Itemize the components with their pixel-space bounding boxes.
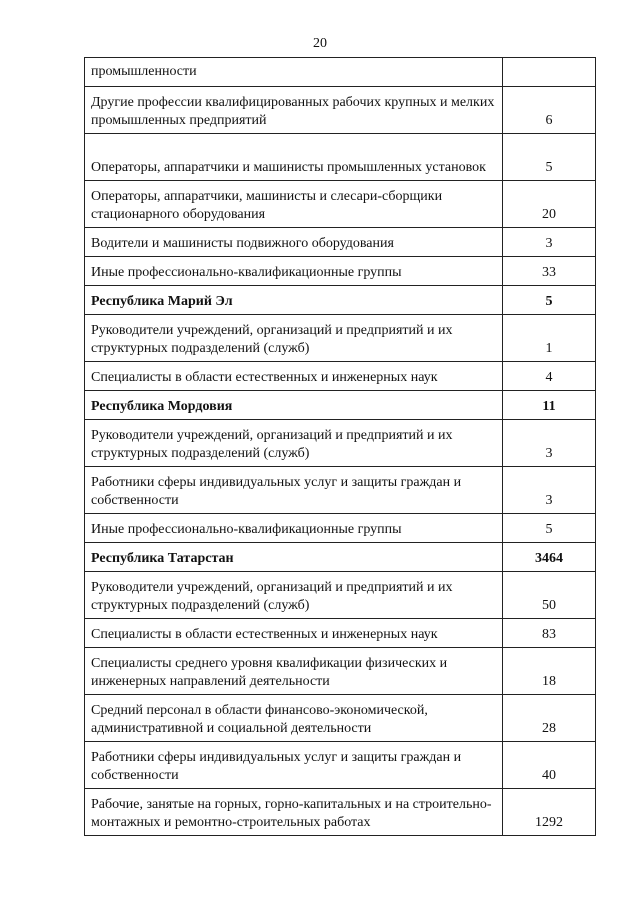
table-row xyxy=(85,742,596,789)
statistics-table xyxy=(84,57,596,836)
row-label: Иные профессионально-квалификационные группы xyxy=(85,257,503,286)
row-label: Специалисты в области естественных и инженерных наук xyxy=(85,362,503,391)
table-row xyxy=(85,572,596,619)
table-row xyxy=(85,228,596,257)
row-value: 3 xyxy=(503,420,596,467)
row-label: Операторы, аппаратчики и машинисты промышленных установок xyxy=(85,134,503,181)
row-label: Рабочие, занятые на горных, горно-капитальных и на строительно-монтажных и ремонтно-строительных работах xyxy=(85,789,503,836)
table-row xyxy=(85,648,596,695)
row-value xyxy=(503,58,596,87)
table-row xyxy=(85,362,596,391)
row-label: Операторы, аппаратчики, машинисты и слесари-сборщики стационарного оборудования xyxy=(85,181,503,228)
row-value: 18 xyxy=(503,648,596,695)
row-value: 1292 xyxy=(503,789,596,836)
row-label: Руководители учреждений, организаций и предприятий и их структурных подразделений (служб) xyxy=(85,315,503,362)
row-value: 50 xyxy=(503,572,596,619)
row-label: Руководители учреждений, организаций и предприятий и их структурных подразделений (служб) xyxy=(85,572,503,619)
row-label: промышленности xyxy=(85,58,503,87)
row-value: 3 xyxy=(503,467,596,514)
table-row xyxy=(85,87,596,134)
region-name: Республика Татарстан xyxy=(85,543,503,572)
region-row xyxy=(85,543,596,572)
table-row xyxy=(85,134,596,181)
region-total: 11 xyxy=(503,391,596,420)
row-value: 5 xyxy=(503,134,596,181)
row-value: 20 xyxy=(503,181,596,228)
row-label: Водители и машинисты подвижного оборудования xyxy=(85,228,503,257)
row-value: 5 xyxy=(503,514,596,543)
row-label: Работники сферы индивидуальных услуг и защиты граждан и собственности xyxy=(85,467,503,514)
row-label: Специалисты в области естественных и инженерных наук xyxy=(85,619,503,648)
row-value: 33 xyxy=(503,257,596,286)
row-label: Специалисты среднего уровня квалификации физических и инженерных направлений деятельности xyxy=(85,648,503,695)
row-value: 40 xyxy=(503,742,596,789)
row-label: Другие профессии квалифицированных рабочих крупных и мелких промышленных предприятий xyxy=(85,87,503,134)
region-name: Республика Марий Эл xyxy=(85,286,503,315)
row-label: Иные профессионально-квалификационные группы xyxy=(85,514,503,543)
table-row xyxy=(85,514,596,543)
row-label: Руководители учреждений, организаций и предприятий и их структурных подразделений (служб) xyxy=(85,420,503,467)
row-value: 4 xyxy=(503,362,596,391)
table-body xyxy=(85,58,596,836)
row-value: 1 xyxy=(503,315,596,362)
table-row xyxy=(85,181,596,228)
table-row xyxy=(85,467,596,514)
table-row xyxy=(85,695,596,742)
region-row xyxy=(85,391,596,420)
table-row xyxy=(85,789,596,836)
row-value: 28 xyxy=(503,695,596,742)
page-number: 20 xyxy=(313,36,327,51)
region-name: Республика Мордовия xyxy=(85,391,503,420)
region-total: 5 xyxy=(503,286,596,315)
table-row xyxy=(85,420,596,467)
table-row xyxy=(85,619,596,648)
row-value: 83 xyxy=(503,619,596,648)
region-total: 3464 xyxy=(503,543,596,572)
row-value: 6 xyxy=(503,87,596,134)
table-row xyxy=(85,58,596,87)
table-row xyxy=(85,315,596,362)
row-value: 3 xyxy=(503,228,596,257)
row-label: Средний персонал в области финансово-экономической, административной и социальной деятельности xyxy=(85,695,503,742)
row-label: Работники сферы индивидуальных услуг и защиты граждан и собственности xyxy=(85,742,503,789)
region-row xyxy=(85,286,596,315)
table-row xyxy=(85,257,596,286)
